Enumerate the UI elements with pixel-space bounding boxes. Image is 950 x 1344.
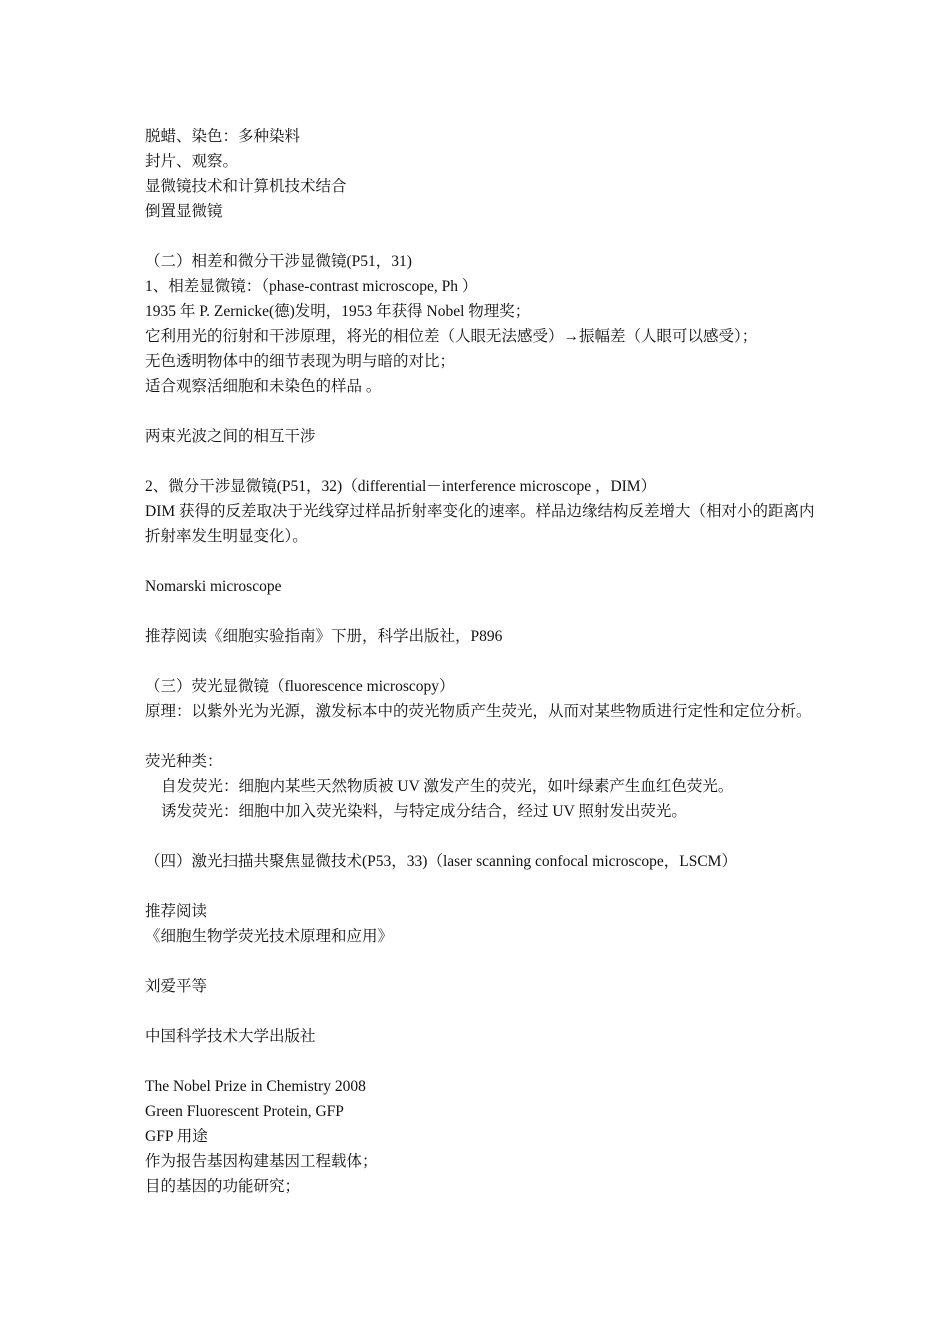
document-page [145, 124, 815, 1199]
blank-line [145, 824, 815, 849]
blank-line [145, 649, 815, 674]
text-line: Nomarski microscope [145, 578, 282, 595]
subsection-heading: 2、微分干涉显微镜(P51，32)（differential－interference microscope ，DIM） [145, 478, 657, 495]
text-line: 无色透明物体中的细节表现为明与暗的对比； [145, 353, 456, 370]
blank-line [145, 224, 815, 249]
text-line: Green Fluorescent Protein, GFP [145, 1103, 344, 1120]
text-line: 两束光波之间的相互干涉 [145, 428, 316, 445]
text-line: The Nobel Prize in Chemistry 2008 [145, 1078, 366, 1095]
section-heading: （四）激光扫描共聚焦显微技术(P53，33)（laser scanning confocal microscope，LSCM） [145, 853, 737, 870]
text-line: 中国科学技术大学出版社 [145, 1028, 316, 1045]
text-line: 推荐阅读 [145, 903, 208, 920]
book-title: 《细胞生物学荧光技术原理和应用》 [145, 928, 394, 945]
paragraph: DIM 获得的反差取决于光线穿过样品折射率变化的速率。样品边缘结构反差增大（相对小的距离内折射率发生明显变化）。 [145, 503, 815, 545]
text-line: 荧光种类： [145, 753, 223, 770]
blank-line [145, 449, 815, 474]
text-line: 它利用光的衍射和干涉原理，将光的相位差（人眼无法感受）→振幅差（人眼可以感受）； [145, 328, 758, 345]
text-line: 脱蜡、染色：多种染料 [145, 128, 301, 145]
text-line: 封片、观察。 [145, 153, 239, 170]
text-line: 1935 年 P. Zernicke(德)发明，1953 年获得 Nobel 物理奖； [145, 303, 531, 320]
blank-line [145, 874, 815, 899]
text-line: 推荐阅读《细胞实验指南》下册，科学出版社，P896 [145, 628, 503, 645]
section-heading: （二）相差和微分干涉显微镜(P51，31) [145, 253, 412, 270]
text-line: 目的基因的功能研究； [145, 1178, 301, 1195]
text-line: 刘爱平等 [145, 978, 208, 995]
subsection-heading: 1、相差显微镜：（phase-contrast microscope, Ph ） [145, 278, 478, 295]
text-line: 显微镜技术和计算机技术结合 [145, 178, 347, 195]
blank-line [145, 999, 815, 1024]
text-line: 倒置显微镜 [145, 203, 223, 220]
section-heading: （三）荧光显微镜（fluorescence microscopy） [145, 678, 455, 695]
text-line: GFP 用途 [145, 1128, 208, 1145]
blank-line [145, 724, 815, 749]
blank-line [145, 549, 815, 574]
text-line: 适合观察活细胞和未染色的样品 。 [145, 378, 382, 395]
blank-line [145, 399, 815, 424]
blank-line [145, 1049, 815, 1074]
list-item: 自发荧光：细胞内某些天然物质被 UV 激发产生的荧光，如叶绿素产生血红色荧光。 [161, 778, 734, 795]
blank-line [145, 949, 815, 974]
paragraph: 原理：以紫外光为光源，激发标本中的荧光物质产生荧光，从而对某些物质进行定性和定位分析。 [145, 703, 812, 720]
list-item: 诱发荧光：细胞中加入荧光染料，与特定成分结合，经过 UV 照射发出荧光。 [161, 803, 687, 820]
blank-line [145, 599, 815, 624]
text-line: 作为报告基因构建基因工程载体； [145, 1153, 378, 1170]
